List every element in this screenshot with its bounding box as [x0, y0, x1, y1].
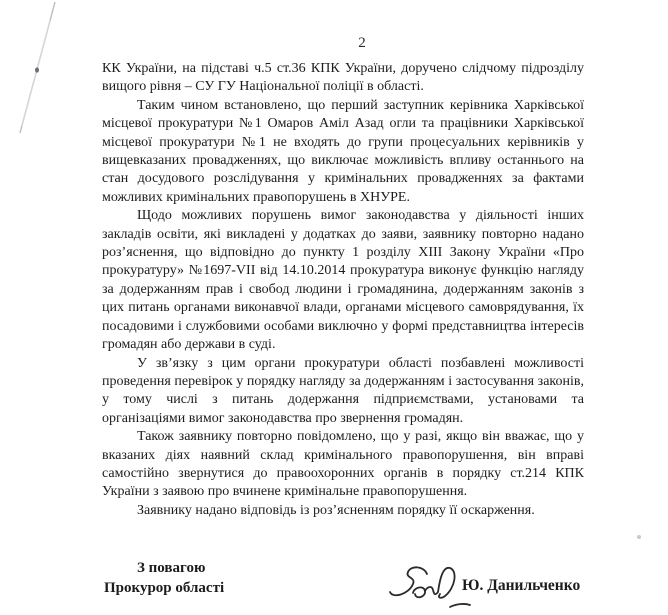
body-paragraph: Щодо можливих порушень вимог законодавства у діяльності інших закладів освіти, які викладені у додатках до заяви, заявнику повторно надано роз’яснення, що відповідно до пункту 1 розділу XIII Закону України «Про прокуратуру» №1697-VII від 14.10.2014 прокуратура виконує функцію нагляду за додержанням прав і свобод людини і громадянина, додержанням законів з цих питань органами виконавчої влади, органами місцевого самоврядування, їх посадовими і службовими особами виключно у формі представництва інтересів громадян або держави в суді. — [102, 208, 584, 353]
page-number: 2 — [358, 35, 366, 51]
body-paragraph: КК України, на підставі ч.5 ст.36 КПК України, доручено слідчому підрозділу вищого рівня – СУ ГУ Національної поліції в області. — [102, 61, 584, 95]
pen-scratch-mark-icon — [0, 0, 70, 140]
body-paragraph: Заявнику надано відповідь із роз’ясненням порядку її оскарження. — [137, 502, 535, 518]
body-paragraph: Таким чином встановлено, що перший заступник керівника Харківської місцевої прокуратури №1 Омаров Аміл Азад огли та працівники Харківської місцевої прокуратури №1 не входять до групи процесуальних керівників у вищевказаних провадженнях, що виключає можливість впливу останнього на стан досудового розслідування у кримінальних провадженнях за фактами можливих кримінальних правопорушень в ХНУРЕ. — [102, 97, 584, 205]
signer-name: Ю. Данильченко — [462, 577, 581, 594]
signer-title: Прокурор області — [104, 580, 225, 596]
handwritten-signature-icon — [380, 563, 480, 615]
body-paragraph: У зв’язку з цим органи прокуратури області позбавлені можливості проведення перевірок у порядку нагляду за додержанням і застосування законів, у тому числі з питань додержання підприємствами, установами та організаціями вимог законодавства про звернення громадян. — [102, 355, 584, 426]
letter-body — [102, 60, 584, 520]
body-paragraph: Також заявнику повторно повідомлено, що у разі, якщо він вважає, що у вказаних діях наявний склад кримінального правопорушення, він вправі самостійно звернутися до правоохоронних органів в порядку ст.214 КПК України з заявою про вчинене кримінальне правопорушення. — [102, 429, 584, 500]
scan-speck — [637, 535, 641, 539]
signature-salutation: З повагою — [137, 560, 206, 576]
